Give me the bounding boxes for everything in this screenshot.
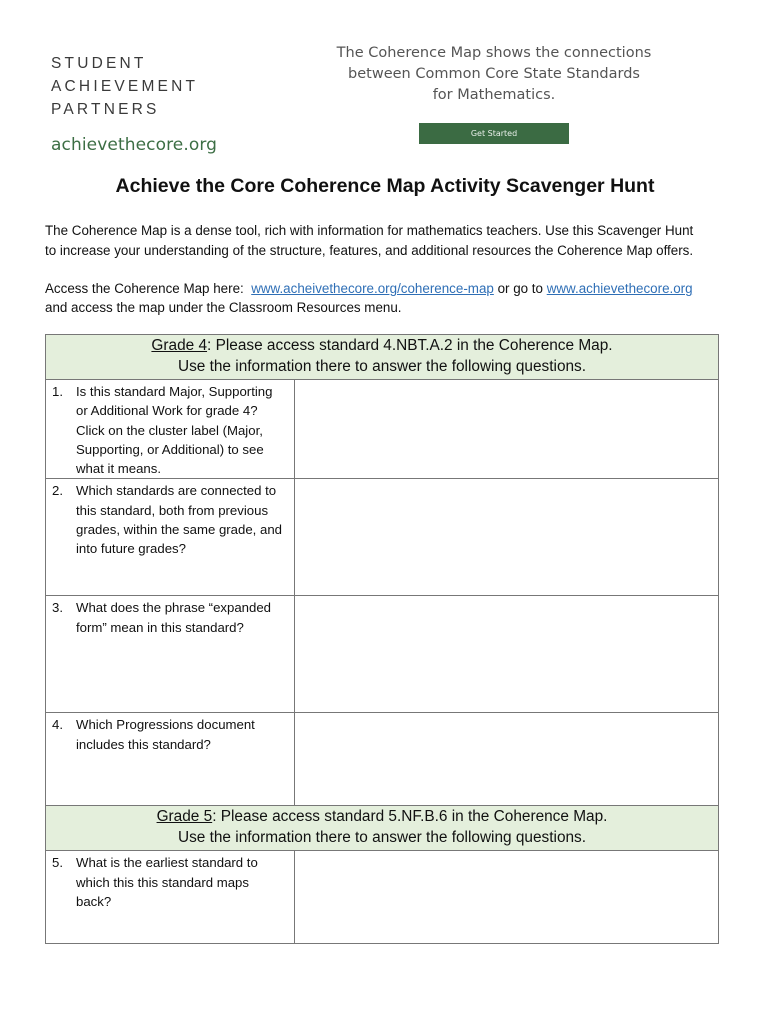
- question-text: Is this standard Major, Supporting or Additional Work for grade 4? Click on the cluster label (Major, Supporting, or Additional) to see what it means.: [76, 384, 273, 477]
- access-middle: or go to: [493, 281, 547, 296]
- intro-paragraph: [45, 221, 735, 261]
- question-number: 2.: [52, 483, 63, 499]
- hero-text: [320, 43, 668, 106]
- answer-cell[interactable]: [294, 596, 718, 713]
- question-text: What does the phrase “expanded form” mean in this standard?: [76, 600, 272, 635]
- page-title: Achieve the Core Coherence Map Activity Scavenger Hunt: [115, 175, 655, 197]
- question-cell: [46, 713, 295, 806]
- scavenger-hunt-table: [45, 334, 719, 944]
- intro-line-2: to increase your understanding of the structure, features, and additional resources the Coherence Map offers.: [45, 243, 694, 258]
- logo-line-partners: PARTNERS: [51, 101, 160, 118]
- question-cell: [46, 479, 295, 596]
- question-number: 4.: [52, 717, 63, 733]
- access-prefix: Access the Coherence Map here:: [45, 281, 252, 296]
- get-started-button[interactable]: Get Started: [419, 123, 569, 144]
- question-cell: [46, 380, 295, 479]
- answer-cell[interactable]: [294, 479, 718, 596]
- grade-4-header: [46, 335, 719, 380]
- question-text: What is the earliest standard to which this this standard maps back?: [76, 855, 258, 910]
- access-line-2: and access the map under the Classroom Resources menu.: [45, 300, 402, 315]
- hero-line-2: between Common Core State Standards: [348, 66, 640, 82]
- grade-4-instruction-line-2: Use the information there to answer the following questions.: [177, 358, 587, 375]
- question-number: 1.: [52, 384, 63, 399]
- answer-cell[interactable]: [294, 380, 718, 479]
- achievethecore-link[interactable]: www.achievethecore.org: [546, 281, 693, 296]
- grade-5-instruction-line-2: Use the information there to answer the following questions.: [177, 829, 587, 847]
- answer-cell[interactable]: [294, 713, 718, 806]
- hero-line-1: The Coherence Map shows the connections: [336, 45, 652, 61]
- logo-line-achievement: ACHIEVEMENT: [51, 78, 199, 95]
- question-cell: [46, 851, 295, 944]
- question-text: Which Progressions document includes this standard?: [76, 717, 255, 752]
- sap-logo: [51, 52, 198, 121]
- question-text: Which standards are connected to this standard, both from previous grades, within the same grade, and into future grades?: [76, 483, 282, 557]
- question-number: 3.: [52, 600, 63, 616]
- logo-line-student: STUDENT: [51, 55, 147, 72]
- grade-4-label: Grade 4: [151, 337, 208, 354]
- hero-line-3: for Mathematics.: [432, 87, 556, 103]
- grade-5-instruction: : Please access standard 5.NF.B.6 in the Coherence Map.: [212, 808, 608, 826]
- logo-url: achievethecore.org: [51, 135, 218, 155]
- access-paragraph: [45, 279, 735, 317]
- intro-line-1: The Coherence Map is a dense tool, rich with information for mathematics teachers. Use this Scavenger Hunt: [45, 223, 694, 238]
- coherence-map-link[interactable]: www.acheivethecore.org/coherence-map: [251, 281, 494, 296]
- grade-4-instruction: : Please access standard 4.NBT.A.2 in the Coherence Map.: [207, 337, 613, 354]
- question-number: 5.: [52, 855, 63, 871]
- question-cell: [46, 596, 295, 713]
- grade-5-label: Grade 5: [156, 808, 213, 826]
- answer-cell[interactable]: [294, 851, 718, 944]
- grade-5-header: [46, 806, 719, 851]
